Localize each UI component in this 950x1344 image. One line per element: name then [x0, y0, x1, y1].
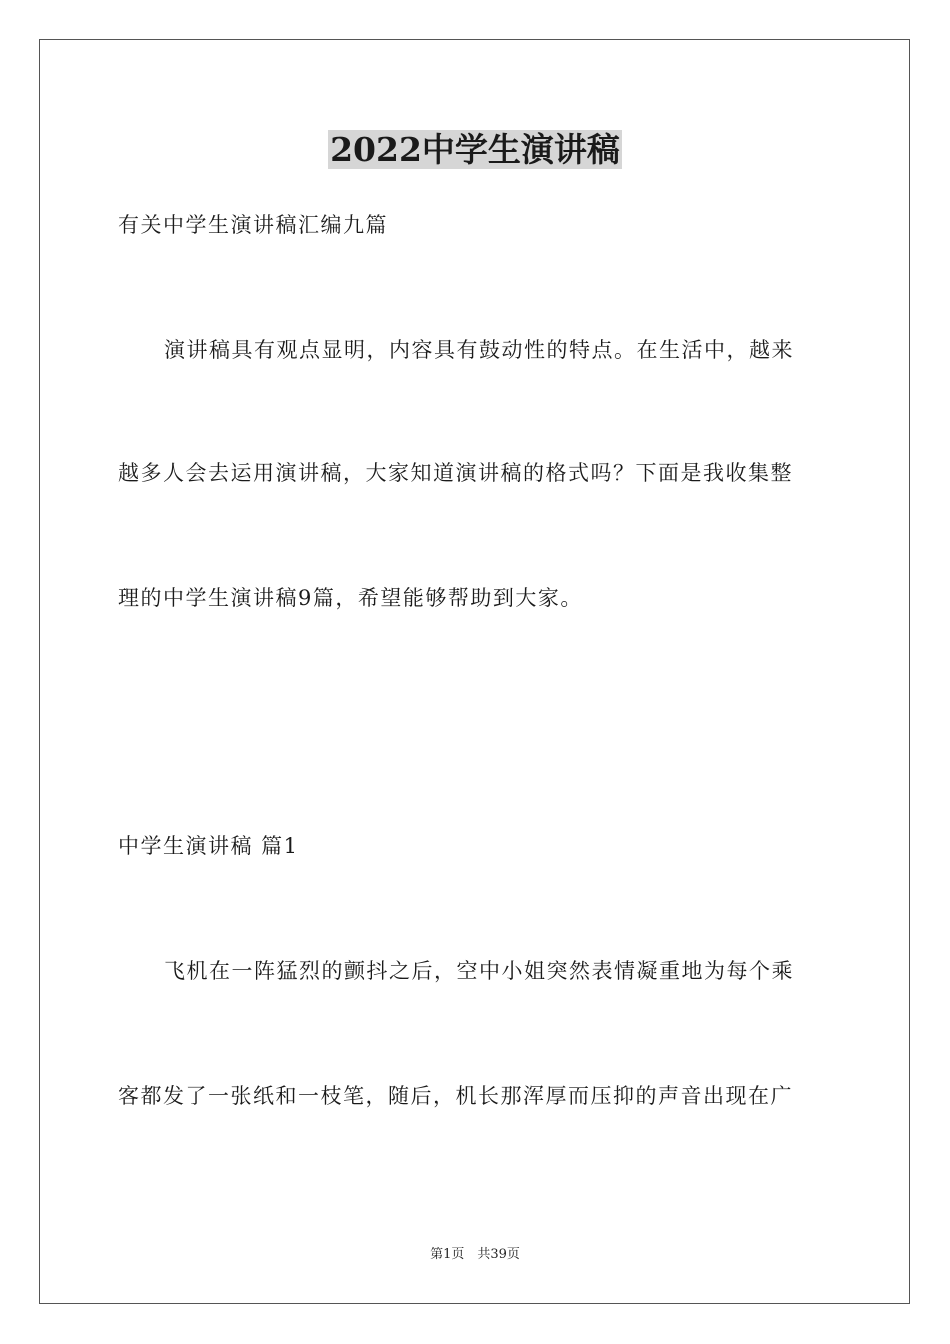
body-line-1: 飞机在一阵猛烈的颤抖之后，空中小姐突然表情凝重地为每个乘: [164, 959, 794, 983]
document-subtitle: 有关中学生演讲稿汇编九篇: [118, 213, 388, 237]
intro-line-3: 理的中学生演讲稿9篇，希望能够帮助到大家。: [118, 586, 583, 610]
body-line-2: 客都发了一张纸和一枝笔，随后，机长那浑厚而压抑的声音出现在广: [118, 1084, 793, 1108]
document-title-text: 2022中学生演讲稿: [330, 130, 620, 169]
intro-line-1: 演讲稿具有观点显明，内容具有鼓动性的特点。在生活中，越来: [164, 338, 794, 362]
section-heading: 中学生演讲稿 篇1: [118, 834, 299, 858]
intro-line-2: 越多人会去运用演讲稿，大家知道演讲稿的格式吗？下面是我收集整: [118, 461, 793, 485]
page-footer: 第1页 共39页: [430, 1247, 520, 1262]
document-title: [0, 128, 950, 172]
